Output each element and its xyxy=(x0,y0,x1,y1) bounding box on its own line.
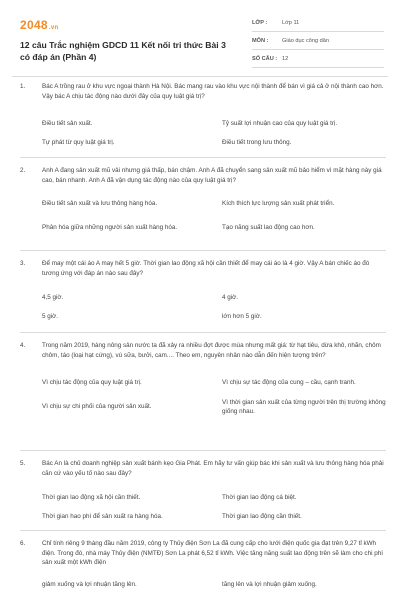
site-logo[interactable] xyxy=(20,18,58,32)
answer-option[interactable]: Tỷ suất lợi nhuận cao của quy luật giá trị. xyxy=(222,120,338,128)
answer-option[interactable]: Vì chịu sự tác động của cung – cầu, cạnh tranh. xyxy=(222,379,356,387)
question-text: Chỉ tính riêng 9 tháng đầu năm 2019, công ty Thủy điện Sơn La đã cung cấp cho lưới điện quốc gia đạt trên 9,27 tỉ kWh điện. Trong đó, nhà máy Thủy điện (NMTĐ) Sơn La phát 6,52 tỉ kWh. Việc tăng năng suất lao động trên sẽ làm cho chi phí sản xuất một kWh điện xyxy=(42,540,383,567)
answer-options xyxy=(42,113,386,151)
answer-option[interactable]: Thời gian hao phí để sản xuất ra hàng hóa. xyxy=(42,513,163,521)
info-label: MÔN : xyxy=(252,37,269,44)
question-head xyxy=(20,539,386,568)
question-head xyxy=(20,259,386,278)
document-title: 12 câu Trắc nghiệm GDCD 11 Kết nối tri thức Bài 3 có đáp án (Phần 4) xyxy=(20,40,226,62)
answer-option[interactable]: lớn hơn 5 giờ. xyxy=(222,313,262,321)
document-header xyxy=(20,12,384,74)
answer-option[interactable]: 5 giờ. xyxy=(42,313,59,321)
question-head xyxy=(20,459,386,478)
answer-option[interactable]: Tự phát từ quy luật giá trị. xyxy=(42,139,115,147)
info-row-subject xyxy=(252,32,384,50)
info-label: SỐ CÂU : xyxy=(252,55,278,62)
question-number: 5. xyxy=(20,460,26,467)
answer-options xyxy=(42,287,386,325)
answer-option[interactable]: Điều tiết sản xuất và lưu thông hàng hóa. xyxy=(42,200,158,208)
info-row-count xyxy=(252,50,384,68)
answer-option[interactable]: Kích thích lực lượng sản xuất phát triển. xyxy=(222,200,335,208)
answer-options xyxy=(42,193,386,241)
answer-option[interactable]: giảm xuống và lợi nhuận tăng lên. xyxy=(42,580,137,588)
question-text: Anh A đang sản xuất mũ vải nhưng giá thấp, bán chậm. Anh A đã chuyển sang sản xuất mũ bảo hiểm vì mặt hàng này giá cao, bán nhanh. Anh A đã vận dụng tác động nào của quy luật giá trị? xyxy=(42,167,382,184)
question-number: 4. xyxy=(20,342,26,349)
answer-options xyxy=(42,577,386,593)
question-number: 3. xyxy=(20,260,26,267)
answer-option[interactable]: Điều tiết trong lưu thông. xyxy=(222,139,292,147)
answer-option[interactable]: Thời gian lao động xã hội cần thiết. xyxy=(42,494,141,502)
question-item xyxy=(20,451,386,531)
logo-text: 2048 xyxy=(20,18,48,32)
answer-option[interactable]: Điều tiết sản xuất. xyxy=(42,120,93,128)
question-list xyxy=(20,79,386,593)
info-value: 12 xyxy=(282,55,289,62)
info-value: Giáo dục công dân xyxy=(282,37,329,44)
answer-option[interactable]: Vì chịu tác động của quy luật giá trị. xyxy=(42,379,142,387)
answer-options xyxy=(42,371,386,419)
answer-options xyxy=(42,487,386,525)
info-panel xyxy=(252,14,384,68)
question-item xyxy=(20,251,386,333)
question-text: Bác An là chủ doanh nghiệp sản xuất bánh kẹo Gia Phát. Em hãy tư vấn giúp bác khi sản xuất và lưu thông hàng hóa phải căn cứ vào yếu tố nào sau đây? xyxy=(42,460,384,477)
question-item xyxy=(20,333,386,451)
question-text: Để may một cái áo A may hết 5 giờ. Thời gian lao động xã hội cần thiết để may cái áo là 4 giờ. Vậy A bán chiếc áo đó tương ứng với đáp án nào sau đây? xyxy=(42,260,370,277)
header-divider xyxy=(12,76,388,77)
answer-option[interactable]: Vì chịu sự chi phối của người sản xuất. xyxy=(42,403,152,411)
info-label: LỚP : xyxy=(252,19,268,26)
answer-option[interactable]: Thời gian lao động cần thiết. xyxy=(222,513,302,521)
question-number: 6. xyxy=(20,540,26,547)
question-number: 1. xyxy=(20,83,26,90)
question-item xyxy=(20,79,386,158)
answer-option[interactable]: Tạo năng suất lao động cao hơn. xyxy=(222,224,315,232)
answer-option[interactable]: 4 giờ. xyxy=(222,294,239,302)
question-head xyxy=(20,166,386,185)
answer-option[interactable]: Thời gian lao động cá biệt. xyxy=(222,494,297,502)
question-item xyxy=(20,158,386,251)
question-text: Trong năm 2019, hàng nông sản nước ta đã xảy ra nhiều đợt được mùa nhưng mất giá: từ hạt tiêu, dừa khô, nhãn, chôm chôm, táo (loại hạt cứng), vú sữa, bưởi, cam.... Theo em, nguyên nhân nào dẫn đến hiện tượng trên? xyxy=(42,342,381,359)
logo-suffix: .vn xyxy=(48,25,59,31)
answer-option[interactable]: tăng lên và lợi nhuận giảm xuống. xyxy=(222,580,317,588)
question-item xyxy=(20,531,386,593)
answer-option[interactable]: Vì thời gian sản xuất của từng người trên thị trường không giống nhau. xyxy=(222,398,386,416)
question-number: 2. xyxy=(20,167,26,174)
question-head xyxy=(20,82,386,101)
answer-option[interactable]: Phân hóa giữa những người sản xuất hàng hóa. xyxy=(42,224,178,232)
question-text: Bác A trồng rau ở khu vực ngoại thành Hà Nội. Bác mang rau vào khu vực nội thành để bán vì giá cả ở nội thành cao hơn. Vậy bác A chịu tác động nào dưới đây của quy luật giá trị? xyxy=(42,83,384,100)
answer-option[interactable]: 4,5 giờ. xyxy=(42,294,64,302)
question-head xyxy=(20,341,386,360)
info-row-class xyxy=(252,14,384,32)
info-value: Lớp 11 xyxy=(282,19,300,26)
